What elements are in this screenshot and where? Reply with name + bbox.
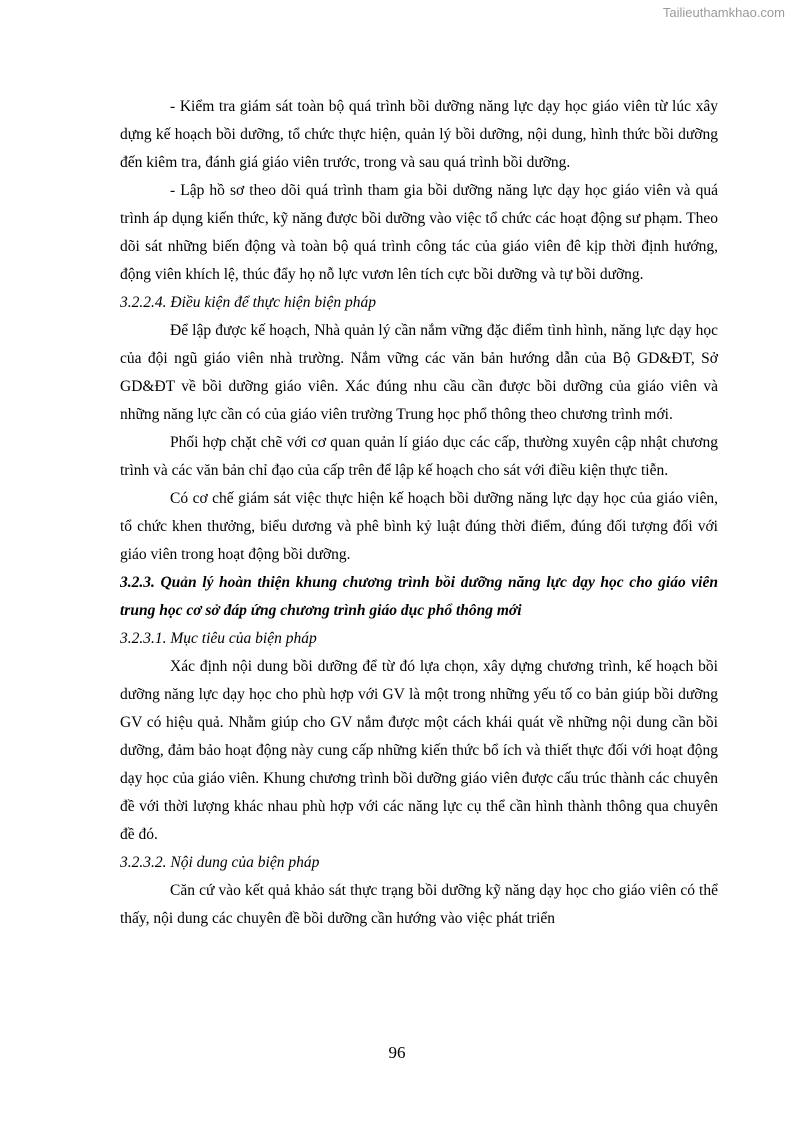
document-body [120, 93, 718, 933]
paragraph-objectives: Xác định nội dung bồi dưỡng để từ đó lựa chọn, xây dựng chương trình, kế hoạch bồi dưỡng năng lực dạy học cho phù hợp với GV là một trong những yếu tố co bản giúp bồi dưỡng GV có hiệu quả. Nhằm giúp cho GV nắm được một cách khái quát về những nội dung cần bồi dưỡng, đảm bảo hoạt động này cung cấp những kiến thức bổ ích và thiết thực đối với hoạt động dạy học của giáo viên. Khung chương trình bồi dưỡng giáo viên được cấu trúc thành các chuyên đề với thời lượng khác nhau phù hợp với các năng lực cụ thể cần hình thành thông qua chuyên đề đó. [120, 658, 718, 843]
paragraph-content: Căn cứ vào kết quả khảo sát thực trạng bồi dưỡng kỹ năng dạy học cho giáo viên có thể thấy, nội dung các chuyên đề bồi dưỡng cần hướng vào việc phát triển [120, 882, 718, 927]
page-number: 96 [388, 1043, 406, 1062]
heading-3-2-3-2: 3.2.3.2. Nội dung của biện pháp [120, 854, 320, 871]
heading-3-2-3: 3.2.3. Quản lý hoàn thiện khung chương trình bồi dưỡng năng lực dạy học cho giáo viên trung học cơ sở đáp ứng chương trình giáo dục phổ thông mới [120, 574, 718, 619]
paragraph-supervision: Có cơ chế giám sát việc thực hiện kế hoạch bồi dưỡng năng lực dạy học của giáo viên, tổ chức khen thưởng, biểu dương và phê bình kỷ luật đúng thời điểm, đúng đối tượng đối với giáo viên trong hoạt động bồi dưỡng. [120, 490, 718, 563]
paragraph-planning-conditions: Để lập được kế hoạch, Nhà quản lý cần nắm vững đặc điểm tình hình, năng lực dạy học của đội ngũ giáo viên nhà trường. Nắm vững các văn bản hướng dẫn của Bộ GD&ĐT, Sở GD&ĐT về bồi dưỡng giáo viên. Xác đúng nhu cầu cần được bồi dưỡng của giáo viên và những năng lực cần có của giáo viên trường Trung học phổ thông theo chương trình mới. [120, 322, 718, 423]
paragraph-records: - Lập hồ sơ theo dõi quá trình tham gia bồi dưỡng năng lực dạy học giáo viên và quá trình áp dụng kiến thức, kỹ năng được bồi dưỡng vào việc tổ chức các hoạt động sư phạm. Theo dõi sát những biến động và toàn bộ quá trình công tác của giáo viên đê kịp thời định hướng, động viên khích lệ, thúc đẩy họ nỗ lực vươn lên tích cực bồi dưỡng và tự bồi dưỡng. [120, 182, 718, 283]
heading-3-2-3-1: 3.2.3.1. Mục tiêu của biện pháp [120, 630, 317, 647]
paragraph-monitoring: - Kiểm tra giám sát toàn bộ quá trình bồi dưỡng năng lực dạy học giáo viên từ lúc xây dựng kế hoạch bồi dưỡng, tổ chức thực hiện, quản lý bồi dưỡng, nội dung, hình thức bồi dưỡng đến kiêm tra, đánh giá giáo viên trước, trong và sau quá trình bồi dưỡng. [120, 98, 718, 171]
watermark: Tailieuthamkhao.com [662, 5, 785, 20]
paragraph-coordination: Phối hợp chặt chẽ với cơ quan quản lí giáo dục các cấp, thường xuyên cập nhật chương trình và các văn bản chỉ đạo của cấp trên để lập kế hoạch cho sát với điều kiện thực tiễn. [120, 434, 718, 479]
heading-3-2-2-4: 3.2.2.4. Điều kiện để thực hiện biện pháp [120, 294, 376, 311]
